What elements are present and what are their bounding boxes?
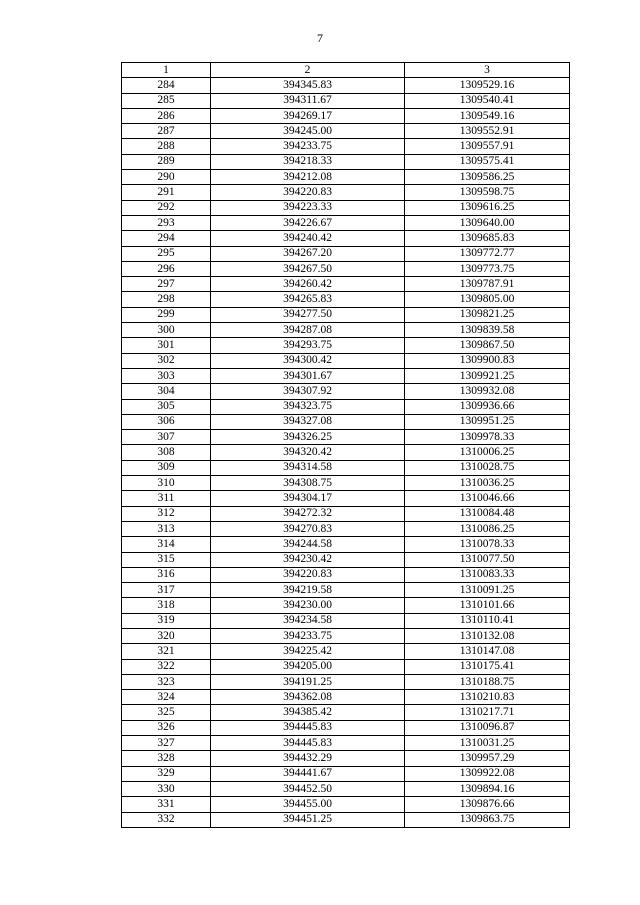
x-coordinate-cell: 394455.00 bbox=[211, 797, 405, 812]
y-coordinate-cell: 1309863.75 bbox=[405, 812, 570, 827]
y-coordinate-cell: 1310096.87 bbox=[405, 720, 570, 735]
table-row bbox=[122, 323, 570, 338]
point-number-cell: 329 bbox=[122, 766, 211, 781]
x-coordinate-cell: 394240.42 bbox=[211, 231, 405, 246]
table-row bbox=[122, 644, 570, 659]
point-number-cell: 286 bbox=[122, 108, 211, 123]
x-coordinate-cell: 394445.83 bbox=[211, 720, 405, 735]
table-row bbox=[122, 476, 570, 491]
point-number-cell: 293 bbox=[122, 215, 211, 230]
y-coordinate-cell: 1309529.16 bbox=[405, 78, 570, 93]
y-coordinate-cell: 1309549.16 bbox=[405, 108, 570, 123]
point-number-cell: 301 bbox=[122, 338, 211, 353]
table-row bbox=[122, 781, 570, 796]
table-header bbox=[122, 63, 570, 78]
y-coordinate-cell: 1309921.25 bbox=[405, 368, 570, 383]
table-row bbox=[122, 766, 570, 781]
table-row bbox=[122, 261, 570, 276]
point-number-cell: 332 bbox=[122, 812, 211, 827]
column-header-2: 2 bbox=[211, 63, 405, 78]
point-number-cell: 317 bbox=[122, 583, 211, 598]
page-number: 7 bbox=[317, 31, 323, 45]
table-row bbox=[122, 674, 570, 689]
x-coordinate-cell: 394362.08 bbox=[211, 690, 405, 705]
point-number-cell: 320 bbox=[122, 628, 211, 643]
point-number-cell: 322 bbox=[122, 659, 211, 674]
table-row bbox=[122, 552, 570, 567]
table-row bbox=[122, 506, 570, 521]
table-row bbox=[122, 460, 570, 475]
x-coordinate-cell: 394267.20 bbox=[211, 246, 405, 261]
x-coordinate-cell: 394260.42 bbox=[211, 277, 405, 292]
point-number-cell: 289 bbox=[122, 154, 211, 169]
point-number-cell: 292 bbox=[122, 200, 211, 215]
y-coordinate-cell: 1310046.66 bbox=[405, 491, 570, 506]
point-number-cell: 318 bbox=[122, 598, 211, 613]
table-row bbox=[122, 108, 570, 123]
point-number-cell: 299 bbox=[122, 307, 211, 322]
table-row bbox=[122, 445, 570, 460]
x-coordinate-cell: 394212.08 bbox=[211, 170, 405, 185]
header-row bbox=[122, 63, 570, 78]
table-row bbox=[122, 583, 570, 598]
table-row bbox=[122, 154, 570, 169]
y-coordinate-cell: 1310091.25 bbox=[405, 583, 570, 598]
x-coordinate-cell: 394311.67 bbox=[211, 93, 405, 108]
table-row bbox=[122, 231, 570, 246]
x-coordinate-cell: 394220.83 bbox=[211, 185, 405, 200]
table-row bbox=[122, 537, 570, 552]
table-row bbox=[122, 200, 570, 215]
x-coordinate-cell: 394270.83 bbox=[211, 521, 405, 536]
x-coordinate-cell: 394385.42 bbox=[211, 705, 405, 720]
y-coordinate-cell: 1310031.25 bbox=[405, 736, 570, 751]
table-row bbox=[122, 78, 570, 93]
y-coordinate-cell: 1309773.75 bbox=[405, 261, 570, 276]
x-coordinate-cell: 394265.83 bbox=[211, 292, 405, 307]
x-coordinate-cell: 394326.25 bbox=[211, 430, 405, 445]
point-number-cell: 308 bbox=[122, 445, 211, 460]
x-coordinate-cell: 394233.75 bbox=[211, 139, 405, 154]
point-number-cell: 307 bbox=[122, 430, 211, 445]
point-number-cell: 316 bbox=[122, 567, 211, 582]
y-coordinate-cell: 1309787.91 bbox=[405, 277, 570, 292]
point-number-cell: 290 bbox=[122, 170, 211, 185]
table-row bbox=[122, 690, 570, 705]
x-coordinate-cell: 394220.83 bbox=[211, 567, 405, 582]
point-number-cell: 327 bbox=[122, 736, 211, 751]
column-header-3: 3 bbox=[405, 63, 570, 78]
table-row bbox=[122, 751, 570, 766]
y-coordinate-cell: 1310101.66 bbox=[405, 598, 570, 613]
x-coordinate-cell: 394219.58 bbox=[211, 583, 405, 598]
point-number-cell: 306 bbox=[122, 414, 211, 429]
table-row bbox=[122, 399, 570, 414]
point-number-cell: 300 bbox=[122, 323, 211, 338]
y-coordinate-cell: 1309640.00 bbox=[405, 215, 570, 230]
table-row bbox=[122, 124, 570, 139]
x-coordinate-cell: 394226.67 bbox=[211, 215, 405, 230]
table-row bbox=[122, 139, 570, 154]
y-coordinate-cell: 1309575.41 bbox=[405, 154, 570, 169]
y-coordinate-cell: 1309978.33 bbox=[405, 430, 570, 445]
point-number-cell: 297 bbox=[122, 277, 211, 292]
y-coordinate-cell: 1309805.00 bbox=[405, 292, 570, 307]
point-number-cell: 325 bbox=[122, 705, 211, 720]
point-number-cell: 294 bbox=[122, 231, 211, 246]
table-row bbox=[122, 659, 570, 674]
point-number-cell: 326 bbox=[122, 720, 211, 735]
point-number-cell: 330 bbox=[122, 781, 211, 796]
y-coordinate-cell: 1310036.25 bbox=[405, 476, 570, 491]
y-coordinate-cell: 1309540.41 bbox=[405, 93, 570, 108]
x-coordinate-cell: 394277.50 bbox=[211, 307, 405, 322]
x-coordinate-cell: 394307.92 bbox=[211, 384, 405, 399]
y-coordinate-cell: 1310147.08 bbox=[405, 644, 570, 659]
y-coordinate-cell: 1310006.25 bbox=[405, 445, 570, 460]
point-number-cell: 303 bbox=[122, 368, 211, 383]
y-coordinate-cell: 1310077.50 bbox=[405, 552, 570, 567]
point-number-cell: 328 bbox=[122, 751, 211, 766]
table-body bbox=[122, 78, 570, 828]
y-coordinate-cell: 1309598.75 bbox=[405, 185, 570, 200]
x-coordinate-cell: 394245.00 bbox=[211, 124, 405, 139]
x-coordinate-cell: 394272.32 bbox=[211, 506, 405, 521]
y-coordinate-cell: 1309957.29 bbox=[405, 751, 570, 766]
point-number-cell: 288 bbox=[122, 139, 211, 154]
y-coordinate-cell: 1310210.83 bbox=[405, 690, 570, 705]
table-row bbox=[122, 215, 570, 230]
table-row bbox=[122, 185, 570, 200]
x-coordinate-cell: 394269.17 bbox=[211, 108, 405, 123]
x-coordinate-cell: 394230.00 bbox=[211, 598, 405, 613]
y-coordinate-cell: 1309894.16 bbox=[405, 781, 570, 796]
table-row bbox=[122, 705, 570, 720]
point-number-cell: 321 bbox=[122, 644, 211, 659]
y-coordinate-cell: 1309867.50 bbox=[405, 338, 570, 353]
x-coordinate-cell: 394452.50 bbox=[211, 781, 405, 796]
table-row bbox=[122, 812, 570, 827]
y-coordinate-cell: 1309936.66 bbox=[405, 399, 570, 414]
point-number-cell: 323 bbox=[122, 674, 211, 689]
y-coordinate-cell: 1309876.66 bbox=[405, 797, 570, 812]
table-row bbox=[122, 613, 570, 628]
x-coordinate-cell: 394327.08 bbox=[211, 414, 405, 429]
x-coordinate-cell: 394223.33 bbox=[211, 200, 405, 215]
table-row bbox=[122, 491, 570, 506]
y-coordinate-cell: 1310078.33 bbox=[405, 537, 570, 552]
y-coordinate-cell: 1310110.41 bbox=[405, 613, 570, 628]
point-number-cell: 310 bbox=[122, 476, 211, 491]
x-coordinate-cell: 394287.08 bbox=[211, 323, 405, 338]
table-row bbox=[122, 598, 570, 613]
x-coordinate-cell: 394320.42 bbox=[211, 445, 405, 460]
point-number-cell: 314 bbox=[122, 537, 211, 552]
y-coordinate-cell: 1310132.08 bbox=[405, 628, 570, 643]
x-coordinate-cell: 394205.00 bbox=[211, 659, 405, 674]
y-coordinate-cell: 1309922.08 bbox=[405, 766, 570, 781]
x-coordinate-cell: 394233.75 bbox=[211, 628, 405, 643]
point-number-cell: 309 bbox=[122, 460, 211, 475]
column-header-1: 1 bbox=[122, 63, 211, 78]
point-number-cell: 311 bbox=[122, 491, 211, 506]
y-coordinate-cell: 1309772.77 bbox=[405, 246, 570, 261]
y-coordinate-cell: 1310028.75 bbox=[405, 460, 570, 475]
point-number-cell: 305 bbox=[122, 399, 211, 414]
x-coordinate-cell: 394314.58 bbox=[211, 460, 405, 475]
x-coordinate-cell: 394323.75 bbox=[211, 399, 405, 414]
coordinates-table bbox=[121, 62, 570, 828]
point-number-cell: 285 bbox=[122, 93, 211, 108]
point-number-cell: 315 bbox=[122, 552, 211, 567]
x-coordinate-cell: 394191.25 bbox=[211, 674, 405, 689]
x-coordinate-cell: 394244.58 bbox=[211, 537, 405, 552]
y-coordinate-cell: 1310086.25 bbox=[405, 521, 570, 536]
y-coordinate-cell: 1309557.91 bbox=[405, 139, 570, 154]
point-number-cell: 296 bbox=[122, 261, 211, 276]
x-coordinate-cell: 394300.42 bbox=[211, 353, 405, 368]
table-row bbox=[122, 277, 570, 292]
table-row bbox=[122, 628, 570, 643]
table-row bbox=[122, 93, 570, 108]
table-row bbox=[122, 414, 570, 429]
x-coordinate-cell: 394441.67 bbox=[211, 766, 405, 781]
table-row bbox=[122, 521, 570, 536]
y-coordinate-cell: 1309616.25 bbox=[405, 200, 570, 215]
x-coordinate-cell: 394225.42 bbox=[211, 644, 405, 659]
y-coordinate-cell: 1309951.25 bbox=[405, 414, 570, 429]
point-number-cell: 304 bbox=[122, 384, 211, 399]
y-coordinate-cell: 1309932.08 bbox=[405, 384, 570, 399]
table-row bbox=[122, 567, 570, 582]
y-coordinate-cell: 1309839.58 bbox=[405, 323, 570, 338]
table-row bbox=[122, 292, 570, 307]
point-number-cell: 312 bbox=[122, 506, 211, 521]
point-number-cell: 319 bbox=[122, 613, 211, 628]
y-coordinate-cell: 1309552.91 bbox=[405, 124, 570, 139]
y-coordinate-cell: 1310084.48 bbox=[405, 506, 570, 521]
table-row bbox=[122, 430, 570, 445]
point-number-cell: 313 bbox=[122, 521, 211, 536]
x-coordinate-cell: 394230.42 bbox=[211, 552, 405, 567]
x-coordinate-cell: 394445.83 bbox=[211, 736, 405, 751]
x-coordinate-cell: 394293.75 bbox=[211, 338, 405, 353]
y-coordinate-cell: 1309821.25 bbox=[405, 307, 570, 322]
table-row bbox=[122, 368, 570, 383]
y-coordinate-cell: 1309900.83 bbox=[405, 353, 570, 368]
point-number-cell: 284 bbox=[122, 78, 211, 93]
point-number-cell: 302 bbox=[122, 353, 211, 368]
x-coordinate-cell: 394304.17 bbox=[211, 491, 405, 506]
y-coordinate-cell: 1310175.41 bbox=[405, 659, 570, 674]
x-coordinate-cell: 394218.33 bbox=[211, 154, 405, 169]
y-coordinate-cell: 1309685.83 bbox=[405, 231, 570, 246]
table-row bbox=[122, 736, 570, 751]
x-coordinate-cell: 394308.75 bbox=[211, 476, 405, 491]
y-coordinate-cell: 1309586.25 bbox=[405, 170, 570, 185]
point-number-cell: 291 bbox=[122, 185, 211, 200]
x-coordinate-cell: 394432.29 bbox=[211, 751, 405, 766]
table-row bbox=[122, 353, 570, 368]
y-coordinate-cell: 1310188.75 bbox=[405, 674, 570, 689]
table-row bbox=[122, 338, 570, 353]
x-coordinate-cell: 394345.83 bbox=[211, 78, 405, 93]
point-number-cell: 298 bbox=[122, 292, 211, 307]
point-number-cell: 324 bbox=[122, 690, 211, 705]
table-row bbox=[122, 720, 570, 735]
table-row bbox=[122, 307, 570, 322]
table-row bbox=[122, 246, 570, 261]
point-number-cell: 295 bbox=[122, 246, 211, 261]
y-coordinate-cell: 1310083.33 bbox=[405, 567, 570, 582]
y-coordinate-cell: 1310217.71 bbox=[405, 705, 570, 720]
x-coordinate-cell: 394301.67 bbox=[211, 368, 405, 383]
x-coordinate-cell: 394234.58 bbox=[211, 613, 405, 628]
point-number-cell: 287 bbox=[122, 124, 211, 139]
table-row bbox=[122, 170, 570, 185]
point-number-cell: 331 bbox=[122, 797, 211, 812]
x-coordinate-cell: 394451.25 bbox=[211, 812, 405, 827]
table-row bbox=[122, 797, 570, 812]
table-row bbox=[122, 384, 570, 399]
x-coordinate-cell: 394267.50 bbox=[211, 261, 405, 276]
